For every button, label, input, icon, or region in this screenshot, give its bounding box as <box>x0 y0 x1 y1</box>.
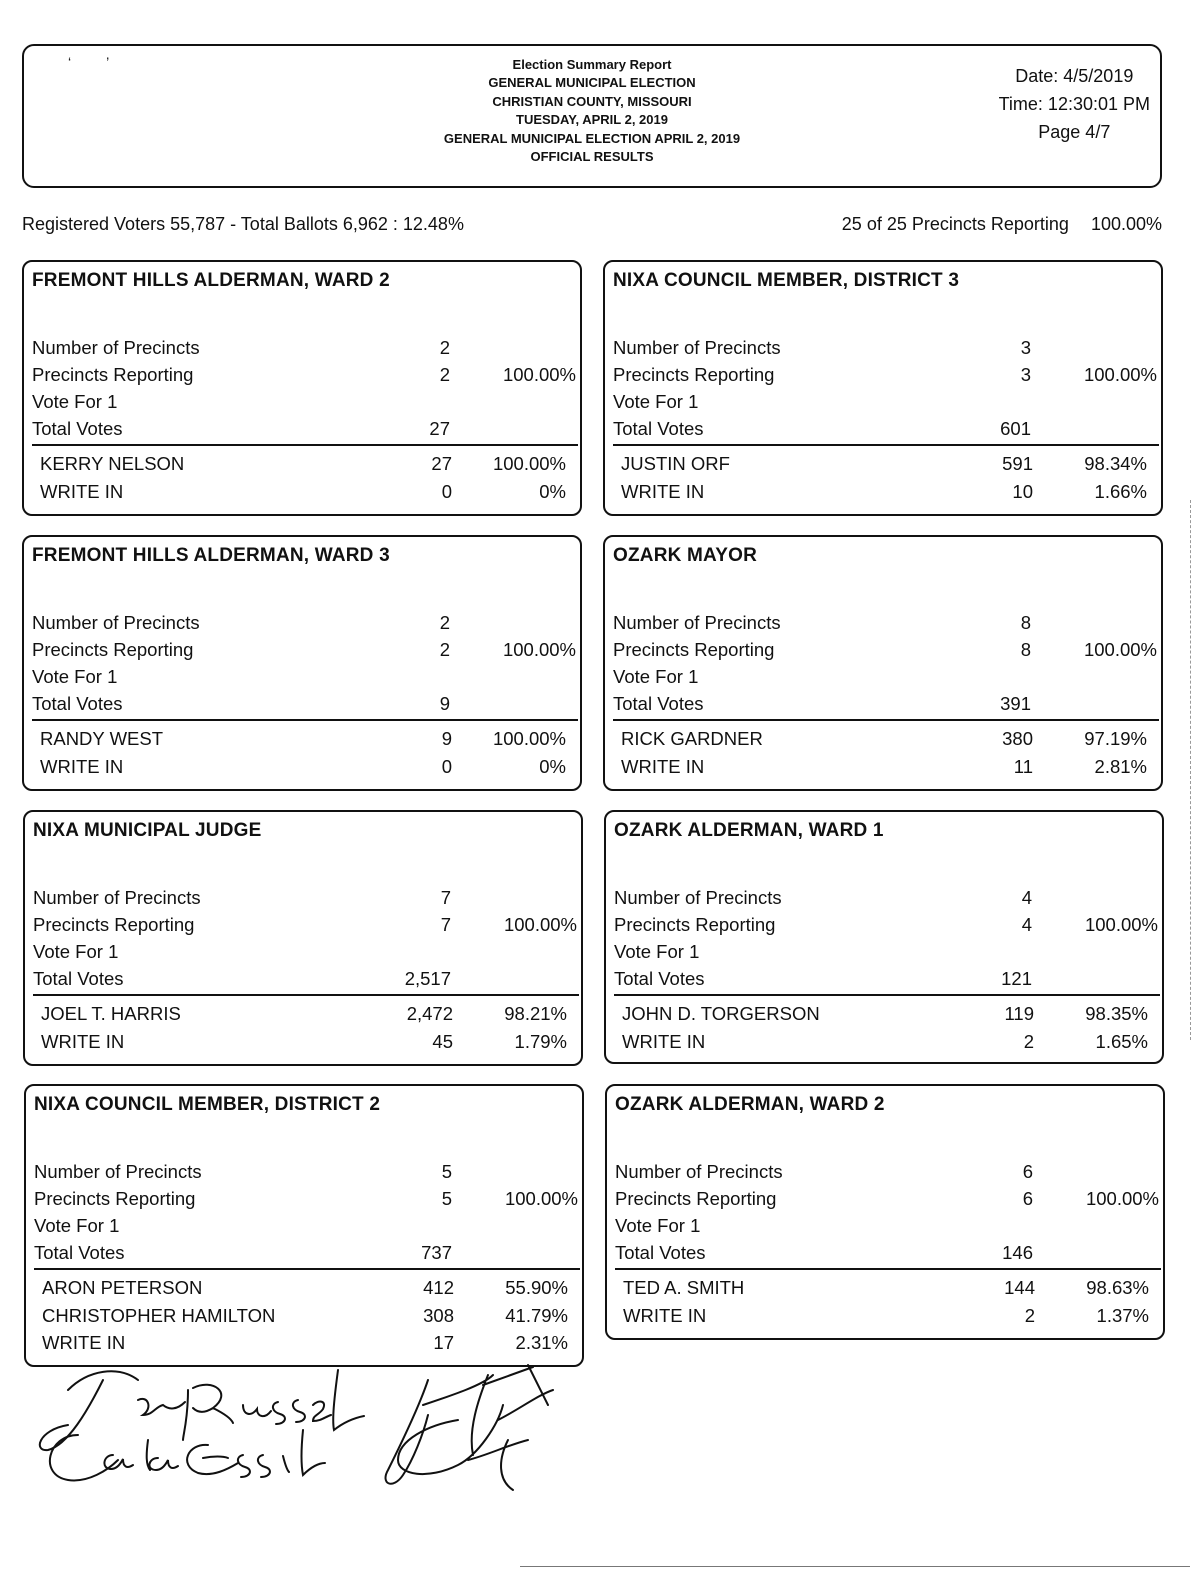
number-of-precincts-row <box>614 884 1160 911</box>
candidate-percent: 100.00% <box>492 453 566 474</box>
row-value: 2 <box>439 364 450 385</box>
candidate-name: TED A. SMITH <box>623 1277 745 1298</box>
row-percent: 100.00% <box>1083 639 1157 660</box>
row-value: 9 <box>439 693 450 714</box>
total-votes-row <box>33 965 579 992</box>
candidate-results <box>33 994 579 1055</box>
candidate-votes: 11 <box>1013 755 1033 777</box>
number-of-precincts-row <box>32 609 578 636</box>
row-label: Precincts Reporting <box>613 639 775 660</box>
candidate-votes: 2,472 <box>406 1003 453 1024</box>
contest-box <box>24 1084 584 1367</box>
contest-meta <box>615 1158 1161 1266</box>
candidate-votes: 17 <box>433 1332 454 1353</box>
candidate-votes: 2 <box>1023 1030 1034 1052</box>
row-label: Number of Precincts <box>32 612 200 633</box>
report-header <box>22 44 1162 188</box>
contest-title: OZARK ALDERMAN, WARD 2 <box>615 1094 885 1115</box>
row-label: Vote For 1 <box>614 941 700 962</box>
candidate-row <box>34 1274 580 1302</box>
header-line: OFFICIAL RESULTS <box>530 149 654 165</box>
row-label: Precincts Reporting <box>615 1188 777 1209</box>
row-value: 6 <box>1022 1161 1033 1182</box>
candidate-percent: 2.81% <box>1094 755 1147 777</box>
row-label: Vote For 1 <box>613 666 699 687</box>
precincts-reporting-row <box>33 911 579 938</box>
precincts-reporting-pct: 100.00% <box>1090 214 1162 234</box>
row-label: Precincts Reporting <box>32 639 194 660</box>
candidate-row <box>34 1302 580 1330</box>
row-label: Total Votes <box>614 968 705 989</box>
candidate-name: JUSTIN ORF <box>621 453 730 474</box>
row-label: Number of Precincts <box>34 1161 202 1182</box>
row-percent: 100.00% <box>1085 1188 1159 1209</box>
contest-title: OZARK MAYOR <box>613 545 758 566</box>
vote-for-row <box>613 663 1159 690</box>
contest-title: NIXA COUNCIL MEMBER, DISTRICT 3 <box>613 270 960 291</box>
report-date: Date: 4/5/2019 <box>1015 66 1134 86</box>
row-value: 391 <box>1000 693 1031 714</box>
candidate-votes: 380 <box>1002 728 1033 749</box>
contest-box <box>22 260 582 516</box>
report-title-block <box>24 56 1160 166</box>
report-meta <box>999 62 1150 146</box>
row-percent: 100.00% <box>1084 914 1158 935</box>
scan-edge-marks <box>1190 500 1194 1040</box>
row-label: Vote For 1 <box>32 391 118 412</box>
contest-title: OZARK ALDERMAN, WARD 1 <box>614 820 884 841</box>
signatures-image <box>28 1360 588 1500</box>
precincts-reporting-row <box>614 911 1160 938</box>
candidate-votes: 591 <box>1002 453 1033 474</box>
scan-marks: ‘ ’ <box>68 54 110 70</box>
contest-box <box>22 535 582 791</box>
candidate-percent: 98.21% <box>504 1003 567 1024</box>
candidate-votes: 144 <box>1004 1277 1035 1298</box>
row-label: Number of Precincts <box>613 337 781 358</box>
candidate-results <box>614 994 1160 1055</box>
candidate-row <box>613 478 1159 506</box>
candidate-name: JOEL T. HARRIS <box>41 1003 181 1024</box>
candidate-results <box>613 719 1159 780</box>
row-value: 737 <box>421 1242 452 1263</box>
contest-title: FREMONT HILLS ALDERMAN, WARD 3 <box>32 545 390 566</box>
candidate-results <box>34 1268 580 1357</box>
row-percent: 100.00% <box>504 1188 578 1209</box>
total-votes-row <box>34 1239 580 1266</box>
candidate-votes: 119 <box>1004 1003 1034 1024</box>
row-value: 2 <box>439 639 450 660</box>
candidate-name: JOHN D. TORGERSON <box>622 1003 820 1024</box>
total-votes-row <box>615 1239 1161 1266</box>
precincts-reporting-row <box>613 636 1159 663</box>
contest-meta <box>32 609 578 717</box>
row-value: 7 <box>440 914 451 935</box>
candidate-name: WRITE IN <box>40 480 124 502</box>
candidate-percent: 55.90% <box>505 1277 568 1298</box>
report-time: Time: 12:30:01 PM <box>998 94 1150 114</box>
candidate-row <box>615 1274 1161 1302</box>
candidate-row <box>614 1000 1160 1028</box>
number-of-precincts-row <box>613 334 1159 361</box>
row-label: Total Votes <box>32 693 123 714</box>
row-label: Number of Precincts <box>615 1161 783 1182</box>
candidate-votes: 0 <box>441 480 452 502</box>
vote-for-row <box>614 938 1160 965</box>
contest-box <box>23 810 583 1066</box>
candidate-percent: 41.79% <box>505 1304 568 1326</box>
candidate-votes: 45 <box>432 1030 453 1052</box>
row-label: Precincts Reporting <box>613 364 775 385</box>
row-label: Total Votes <box>613 418 704 439</box>
candidate-row <box>32 450 578 478</box>
row-value: 4 <box>1021 914 1032 935</box>
row-label: Total Votes <box>615 1242 706 1263</box>
row-label: Vote For 1 <box>615 1215 701 1236</box>
contest-meta <box>614 884 1160 992</box>
candidate-percent: 98.34% <box>1084 453 1147 474</box>
row-label: Number of Precincts <box>33 887 201 908</box>
candidate-name: WRITE IN <box>623 1304 707 1326</box>
contest-box <box>603 535 1163 791</box>
total-votes-row <box>32 415 578 442</box>
candidate-percent: 98.63% <box>1086 1277 1149 1298</box>
registered-voters-summary: Registered Voters 55,787 - Total Ballots 6,962 : 12.48% <box>22 214 464 234</box>
row-label: Precincts Reporting <box>34 1188 196 1209</box>
precincts-reporting-row <box>32 361 578 388</box>
row-label: Number of Precincts <box>32 337 200 358</box>
page-number: Page 4/7 <box>1038 122 1111 142</box>
candidate-percent: 0% <box>539 755 566 777</box>
candidate-percent: 1.79% <box>514 1030 567 1052</box>
header-line: GENERAL MUNICIPAL ELECTION APRIL 2, 2019 <box>443 130 741 146</box>
precincts-reporting-row <box>32 636 578 663</box>
vote-for-row <box>33 938 579 965</box>
row-label: Total Votes <box>34 1242 125 1263</box>
contest-title: FREMONT HILLS ALDERMAN, WARD 2 <box>32 270 390 291</box>
row-label: Number of Precincts <box>614 887 782 908</box>
precincts-reporting-row <box>34 1185 580 1212</box>
contest-title: NIXA MUNICIPAL JUDGE <box>33 820 262 841</box>
candidate-name: WRITE IN <box>621 755 705 777</box>
row-label: Number of Precincts <box>613 612 781 633</box>
candidate-row <box>613 450 1159 478</box>
row-label: Total Votes <box>33 968 124 989</box>
number-of-precincts-row <box>33 884 579 911</box>
candidate-percent: 1.37% <box>1096 1304 1149 1326</box>
candidate-row <box>613 753 1159 781</box>
row-label: Precincts Reporting <box>32 364 194 385</box>
row-label: Total Votes <box>613 693 704 714</box>
candidate-results <box>613 444 1159 505</box>
candidate-percent: 100.00% <box>492 728 566 749</box>
candidate-row <box>614 1028 1160 1056</box>
candidate-votes: 2 <box>1024 1304 1035 1326</box>
row-value: 2 <box>439 337 450 358</box>
row-value: 2 <box>439 612 450 633</box>
candidate-row <box>613 725 1159 753</box>
precincts-reporting-row <box>613 361 1159 388</box>
candidate-name: ARON PETERSON <box>42 1277 203 1298</box>
candidate-percent: 98.35% <box>1085 1003 1148 1024</box>
row-value: 5 <box>441 1188 452 1209</box>
total-votes-row <box>32 690 578 717</box>
row-percent: 100.00% <box>502 364 576 385</box>
number-of-precincts-row <box>34 1158 580 1185</box>
row-value: 3 <box>1020 364 1031 385</box>
row-value: 8 <box>1020 639 1031 660</box>
vote-for-row <box>615 1212 1161 1239</box>
candidate-results <box>32 719 578 780</box>
candidate-votes: 27 <box>431 453 452 474</box>
row-value: 2,517 <box>404 968 451 989</box>
candidate-results <box>32 444 578 505</box>
contest-box <box>603 260 1163 516</box>
candidate-votes: 308 <box>423 1304 454 1326</box>
vote-for-row <box>32 663 578 690</box>
contest-meta <box>613 609 1159 717</box>
candidate-name: RICK GARDNER <box>621 728 763 749</box>
row-value: 27 <box>429 418 450 439</box>
candidate-name: WRITE IN <box>42 1332 126 1353</box>
row-value: 146 <box>1002 1242 1033 1263</box>
row-percent: 100.00% <box>502 639 576 660</box>
total-votes-row <box>613 415 1159 442</box>
row-value: 4 <box>1021 887 1032 908</box>
candidate-row <box>34 1329 580 1357</box>
number-of-precincts-row <box>613 609 1159 636</box>
row-label: Precincts Reporting <box>614 914 776 935</box>
row-label: Precincts Reporting <box>33 914 195 935</box>
candidate-percent: 2.31% <box>515 1332 568 1353</box>
contest-box <box>605 1084 1165 1340</box>
candidate-row <box>33 1028 579 1056</box>
candidate-percent: 1.66% <box>1094 480 1147 502</box>
row-value: 3 <box>1020 337 1031 358</box>
candidate-name: KERRY NELSON <box>40 453 185 474</box>
candidate-name: WRITE IN <box>41 1030 125 1052</box>
contest-title: NIXA COUNCIL MEMBER, DISTRICT 2 <box>34 1094 381 1115</box>
row-value: 8 <box>1020 612 1031 633</box>
contest-box <box>604 810 1164 1064</box>
header-line: CHRISTIAN COUNTY, MISSOURI <box>492 93 692 109</box>
row-label: Vote For 1 <box>33 941 119 962</box>
candidate-row <box>615 1302 1161 1330</box>
precincts-summary <box>842 214 1162 235</box>
candidate-percent: 97.19% <box>1084 728 1147 749</box>
row-label: Vote For 1 <box>613 391 699 412</box>
vote-for-row <box>32 388 578 415</box>
candidate-row <box>32 725 578 753</box>
vote-for-row <box>613 388 1159 415</box>
number-of-precincts-row <box>32 334 578 361</box>
row-label: Vote For 1 <box>32 666 118 687</box>
candidate-name: RANDY WEST <box>40 728 164 749</box>
candidate-percent: 0% <box>539 480 566 502</box>
contest-meta <box>32 334 578 442</box>
header-line: GENERAL MUNICIPAL ELECTION <box>488 75 696 91</box>
total-votes-row <box>614 965 1160 992</box>
candidate-votes: 0 <box>441 755 452 777</box>
candidate-row <box>32 478 578 506</box>
row-label: Vote For 1 <box>34 1215 120 1236</box>
header-line: TUESDAY, APRIL 2, 2019 <box>516 112 668 128</box>
number-of-precincts-row <box>615 1158 1161 1185</box>
row-value: 121 <box>1001 968 1032 989</box>
candidate-row <box>32 753 578 781</box>
row-value: 6 <box>1022 1188 1033 1209</box>
candidate-votes: 9 <box>441 728 452 749</box>
report-title: Election Summary Report <box>512 57 672 72</box>
candidate-results <box>615 1268 1161 1329</box>
vote-for-row <box>34 1212 580 1239</box>
row-percent: 100.00% <box>503 914 577 935</box>
candidate-name: WRITE IN <box>622 1030 706 1052</box>
precincts-reporting-row <box>615 1185 1161 1212</box>
row-value: 5 <box>441 1161 452 1182</box>
candidate-name: CHRISTOPHER HAMILTON <box>42 1304 276 1326</box>
candidate-row <box>33 1000 579 1028</box>
candidate-votes: 412 <box>423 1277 454 1298</box>
candidate-name: WRITE IN <box>621 480 705 502</box>
row-value: 601 <box>1000 418 1031 439</box>
candidate-name: WRITE IN <box>40 755 124 777</box>
total-votes-row <box>613 690 1159 717</box>
contest-meta <box>613 334 1159 442</box>
contest-meta <box>34 1158 580 1266</box>
candidate-percent: 1.65% <box>1095 1030 1148 1052</box>
row-value: 7 <box>440 887 451 908</box>
contest-meta <box>33 884 579 992</box>
row-label: Total Votes <box>32 418 123 439</box>
footer-rule <box>520 1566 1190 1567</box>
candidate-votes: 10 <box>1012 480 1033 502</box>
precincts-reporting-text: 25 of 25 Precincts Reporting <box>841 214 1069 234</box>
row-percent: 100.00% <box>1083 364 1157 385</box>
